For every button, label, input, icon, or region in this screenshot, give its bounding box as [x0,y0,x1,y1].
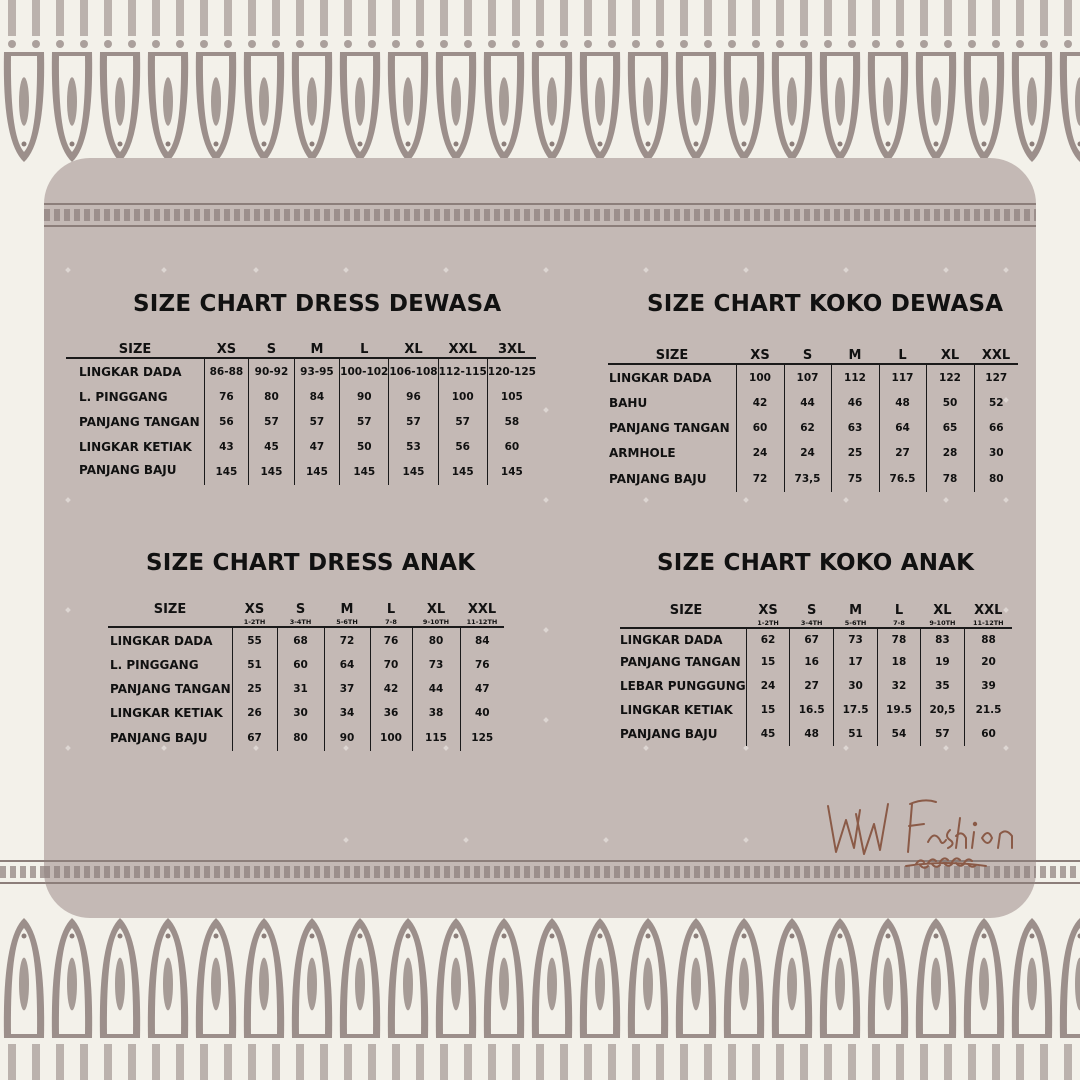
dot-ornament [603,837,609,843]
cell: 27 [879,440,926,466]
dot-ornament [343,837,349,843]
cell: 47 [460,677,504,701]
size-col-l [370,593,412,627]
cell: 50 [926,390,974,415]
dot-ornament [1003,267,1009,273]
cell: 16.5 [790,698,833,722]
size-table [108,593,504,751]
cell: 72 [324,627,370,653]
cell: 56 [438,434,487,459]
cell: 73 [412,653,460,677]
cell: 24 [736,440,784,466]
size-header-row [66,334,536,358]
size-col-xs: XS [736,342,784,364]
cell: 127 [974,364,1018,390]
age-range: 9-10TH [422,618,450,626]
table-row [108,627,504,653]
row-label: PANJANG BAJU [620,727,718,741]
dot-ornament [843,267,849,273]
age-range: 9-10TH [929,619,956,627]
size-code: XXL [467,602,497,617]
cell: 83 [920,628,964,650]
cell: 57 [389,409,438,434]
size-code: XS [244,602,265,617]
cell: 15 [746,698,790,722]
dot-ornament [253,267,259,273]
table-row [620,650,1012,674]
cell: 52 [974,390,1018,415]
cell: 47 [294,434,339,459]
table-row [608,390,1018,415]
size-col-m [833,594,877,628]
dot-ornament [543,407,549,413]
size-code: L [386,602,396,617]
age-range: 5-6TH [844,619,867,627]
cell: 40 [460,701,504,725]
cell: 145 [389,459,438,485]
size-code: L [894,603,904,618]
size-col-m: M [294,334,339,358]
size-code: M [340,602,354,617]
cell: 35 [920,674,964,698]
table-row [66,409,536,434]
dot-ornament [543,627,549,633]
dot-ornament [843,745,849,751]
age-range: 11-12TH [972,619,1004,627]
dot-ornament [743,267,749,273]
cell: 76 [204,384,249,409]
cell: 24 [784,440,831,466]
size-table [66,334,536,485]
size-col-xs: XS [204,334,249,358]
size-col-l: L [879,342,926,364]
size-header-row [608,342,1018,364]
cell: 27 [790,674,833,698]
dot-ornament [643,497,649,503]
size-col-xxl: XXL [974,342,1018,364]
cell: 19.5 [878,698,921,722]
cell: 145 [249,459,294,485]
size-col-xxl [460,593,504,627]
table-row [620,722,1012,746]
cell: 107 [784,364,831,390]
table-row [108,725,504,751]
cell: 19 [920,650,964,674]
row-label: LINGKAR DADA [609,370,712,385]
cell: 96 [389,384,438,409]
cell: 73,5 [784,466,831,492]
panel-border-stripe-top [44,200,1036,230]
size-table [608,342,1018,492]
cell: 25 [831,440,879,466]
dot-ornament [161,267,167,273]
dot-ornament [743,745,749,751]
cell: 37 [324,677,370,701]
table-row [620,698,1012,722]
table-row [108,677,504,701]
size-label: SIZE [620,594,746,628]
cell: 100 [736,364,784,390]
cell: 43 [204,434,249,459]
cell: 62 [784,415,831,440]
row-label: BAHU [609,395,648,410]
table-row [66,358,536,384]
table-row [608,440,1018,466]
cell: 64 [879,415,926,440]
cell: 117 [879,364,926,390]
size-label: SIZE [608,342,736,364]
cell: 84 [294,384,339,409]
cell: 122 [926,364,974,390]
dot-ornament [1003,497,1009,503]
size-col-3xl: 3XL [487,334,536,358]
cell: 67 [790,628,833,650]
cell: 66 [974,415,1018,440]
row-label: PANJANG BAJU [79,463,177,477]
cell: 42 [736,390,784,415]
dot-ornament [463,837,469,843]
dot-ornament [843,497,849,503]
row-label: LINGKAR DADA [79,364,182,379]
age-range: 5-6TH [336,618,358,626]
cell: 70 [370,653,412,677]
cell: 73 [833,628,877,650]
row-label: PANJANG BAJU [110,731,208,745]
cell: 145 [204,459,249,485]
row-label: PANJANG TANGAN [620,655,741,669]
cell: 18 [878,650,921,674]
table-row [108,653,504,677]
size-code: XXL [974,603,1003,618]
cell: 31 [277,677,324,701]
dot-ornament [643,267,649,273]
cell: 24 [746,674,790,698]
chart-title: SIZE CHART DRESS ANAK [146,550,476,576]
cell: 26 [232,701,277,725]
dot-ornament [543,497,549,503]
age-range: 1-2TH [243,618,266,626]
cell: 50 [340,434,389,459]
row-label: PANJANG TANGAN [79,414,200,429]
age-range: 1-2TH [757,619,779,627]
size-table [620,594,1012,746]
size-label: SIZE [66,334,204,358]
cell: 42 [370,677,412,701]
cell: 16 [790,650,833,674]
row-label: ARMHOLE [609,446,676,460]
cell: 112-115 [438,358,487,384]
cell: 30 [974,440,1018,466]
cell: 17 [833,650,877,674]
brand-logo [816,774,1036,874]
cell: 56 [204,409,249,434]
size-col-xl: XL [926,342,974,364]
dot-ornament [65,267,71,273]
cell: 80 [974,466,1018,492]
cell: 60 [487,434,536,459]
table-row [608,466,1018,492]
cell: 67 [232,725,277,751]
cell: 90 [324,725,370,751]
cell: 76.5 [879,466,926,492]
dot-ornament [643,745,649,751]
cell: 38 [412,701,460,725]
table-row [620,628,1012,650]
cell: 88 [965,628,1012,650]
cell: 21.5 [965,698,1012,722]
cell: 57 [294,409,339,434]
dot-ornament [943,267,949,273]
cell: 25 [232,677,277,701]
size-code: XL [933,603,952,618]
size-col-xs [746,594,790,628]
row-label: LINGKAR DADA [620,632,723,647]
cell: 57 [920,722,964,746]
cell: 76 [370,627,412,653]
cell: 51 [833,722,877,746]
dot-ornament [65,497,71,503]
table-row [620,674,1012,698]
row-label: PANJANG BAJU [609,472,707,486]
cell: 44 [784,390,831,415]
cell: 86-88 [204,358,249,384]
cell: 120-125 [487,358,536,384]
cell: 30 [833,674,877,698]
row-label: L. PINGGANG [110,658,199,672]
cell: 75 [831,466,879,492]
cell: 39 [965,674,1012,698]
cell: 115 [412,725,460,751]
cell: 64 [324,653,370,677]
age-range: 3-4TH [800,619,823,627]
cell: 57 [340,409,389,434]
cell: 78 [878,628,921,650]
cell: 54 [878,722,921,746]
cell: 57 [249,409,294,434]
cell: 48 [790,722,833,746]
dot-ornament [543,267,549,273]
table-row [66,459,536,485]
cell: 72 [736,466,784,492]
age-range: 11-12TH [466,618,498,626]
cell: 45 [746,722,790,746]
cell: 105 [487,384,536,409]
cell: 28 [926,440,974,466]
size-col-m: M [831,342,879,364]
cell: 100 [370,725,412,751]
size-col-xl: XL [389,334,438,358]
cell: 80 [249,384,294,409]
dot-ornament [743,837,749,843]
cell: 78 [926,466,974,492]
size-col-m [324,593,370,627]
size-header-row [108,593,504,627]
cell: 62 [746,628,790,650]
row-label: LINGKAR DADA [110,633,213,648]
cell: 106-108 [389,358,438,384]
dot-ornament [343,267,349,273]
cell: 63 [831,415,879,440]
row-label: PANJANG TANGAN [110,682,231,696]
row-label: LINGKAR KETIAK [110,706,223,720]
cell: 36 [370,701,412,725]
table-row [108,701,504,725]
cell: 100 [438,384,487,409]
cell: 68 [277,627,324,653]
size-code: M [849,603,863,618]
age-range: 7-8 [385,618,397,626]
age-range: 3-4TH [289,618,312,626]
cell: 145 [340,459,389,485]
chart-title: SIZE CHART KOKO ANAK [657,550,975,576]
chart-title: SIZE CHART DRESS DEWASA [133,291,502,317]
size-header-row [620,594,1012,628]
cell: 100-102 [340,358,389,384]
cell: 145 [438,459,487,485]
dot-ornament [443,267,449,273]
cell: 84 [460,627,504,653]
cell: 60 [965,722,1012,746]
size-col-xxl [965,594,1012,628]
cell: 45 [249,434,294,459]
cell: 60 [277,653,324,677]
cell: 90 [340,384,389,409]
size-col-l [878,594,921,628]
cell: 112 [831,364,879,390]
cell: 17.5 [833,698,877,722]
cell: 145 [294,459,339,485]
cell: 93-95 [294,358,339,384]
cell: 57 [438,409,487,434]
age-range: 7-8 [893,619,905,627]
table-row [66,384,536,409]
cell: 80 [412,627,460,653]
dot-ornament [943,745,949,751]
size-col-xxl: XXL [438,334,487,358]
size-code: S [807,603,817,618]
cell: 53 [389,434,438,459]
cell: 34 [324,701,370,725]
row-label: PANJANG TANGAN [609,420,730,435]
cell: 30 [277,701,324,725]
dot-ornament [1003,745,1009,751]
size-code: XL [426,602,446,617]
size-col-s: S [784,342,831,364]
cell: 46 [831,390,879,415]
dot-ornament [543,717,549,723]
size-col-xs [232,593,277,627]
cell: 32 [878,674,921,698]
cell: 55 [232,627,277,653]
size-col-xl [412,593,460,627]
cell: 44 [412,677,460,701]
dot-ornament [943,497,949,503]
size-code: XS [758,603,778,618]
cell: 76 [460,653,504,677]
size-col-s: S [249,334,294,358]
row-label: LINGKAR KETIAK [79,439,192,454]
row-label: LINGKAR KETIAK [620,703,733,717]
chart-title: SIZE CHART KOKO DEWASA [647,291,1004,317]
cell: 145 [487,459,536,485]
size-col-l: L [340,334,389,358]
cell: 60 [736,415,784,440]
row-label: LEBAR PUNGGUNG [620,679,746,693]
cell: 48 [879,390,926,415]
cell: 20,5 [920,698,964,722]
cell: 20 [965,650,1012,674]
table-row [608,364,1018,390]
table-row [608,415,1018,440]
size-col-s [277,593,324,627]
cell: 125 [460,725,504,751]
cell: 51 [232,653,277,677]
cell: 80 [277,725,324,751]
cell: 58 [487,409,536,434]
cell: 15 [746,650,790,674]
cell: 65 [926,415,974,440]
size-label: SIZE [108,593,232,627]
dot-ornament [65,607,71,613]
row-label: L. PINGGANG [79,389,168,404]
size-col-s [790,594,833,628]
size-code: S [295,602,306,617]
dot-ornament [65,745,71,751]
dot-ornament [743,497,749,503]
size-col-xl [920,594,964,628]
cell: 90-92 [249,358,294,384]
table-row [66,434,536,459]
